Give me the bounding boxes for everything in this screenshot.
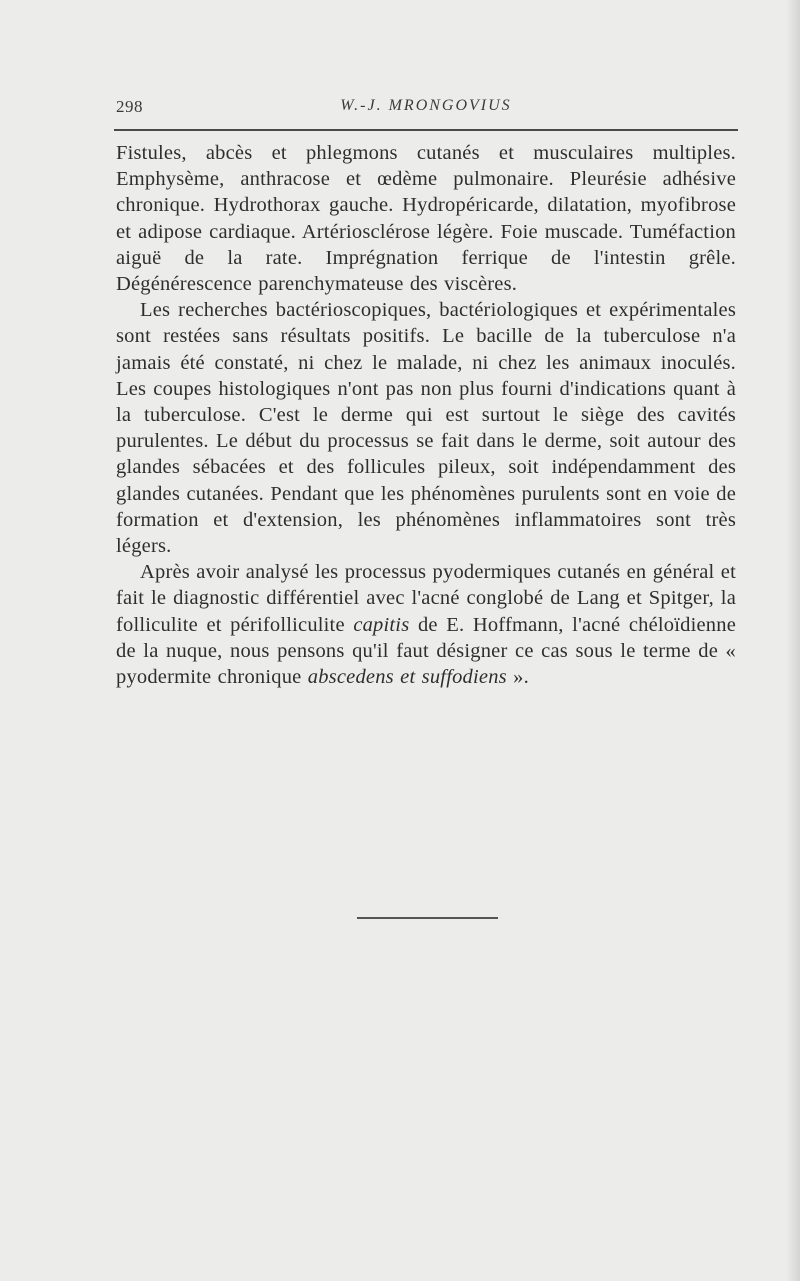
diagnosis-text-middle: de E. Hoffmann, l'acné chéloïdienne de la nuque, nous pensons qu'il faut désigner ce cas sous le terme de « pyodermite chronique: [116, 613, 736, 689]
page-edge-shadow: [786, 0, 800, 1281]
diagnosis-text-end: ».: [506, 666, 529, 689]
end-of-article-rule: [357, 917, 498, 919]
paragraph-autopsy-findings: Fistules, abcès et phlegmons cutanés et musculaires multiples. Emphysème, anthracose et œdème pulmonaire. Pleurésie adhésive chronique. Hydrothorax gauche. Hydropéricarde, dilatation, myofibrose et adipose cardiaque. Artériosclérose légère. Foie muscade. Tuméfaction aiguë de la rate. Imprégnation ferrique de l'intestin grêle. Dégénérescence parenchymateuse des viscères.: [116, 142, 736, 296]
header-rule: [114, 129, 738, 131]
body-text: [116, 140, 736, 690]
diagnosis-text-start: Après avoir analysé les processus pyodermiques cutanés en général et fait le diagnostic différentiel avec l'acné conglobé de Lang et Spitger, la folliculite et périfolliculite: [116, 561, 736, 636]
running-head: [116, 97, 736, 123]
paragraph-bacteriological-findings: Les recherches bactérioscopiques, bactériologiques et expérimentales sont restées sans résultats positifs. Le bacille de la tuberculose n'a jamais été constaté, ni chez le malade, ni chez les animaux inoculés. Les coupes histologiques n'ont pas non plus fourni d'indications quant à la tuberculose. C'est le derme qui est surtout le siège des cavités purulentes. Le début du processus se fait dans le derme, soit autour des glandes sébacées et des follicules pileux, soit indépendamment des glandes cutanées. Pendant que les phénomènes purulents sont en voie de formation et d'extension, les phénomènes inflammatoires sont très légers.: [116, 299, 736, 558]
paragraph-diagnosis: [116, 559, 736, 690]
italic-term-capitis: capitis: [353, 613, 410, 636]
page-number: 298: [116, 97, 143, 116]
running-title: W.-J. MRONGOVIUS: [340, 97, 512, 114]
italic-term-abscedens: abscedens et suffodiens: [307, 666, 507, 689]
